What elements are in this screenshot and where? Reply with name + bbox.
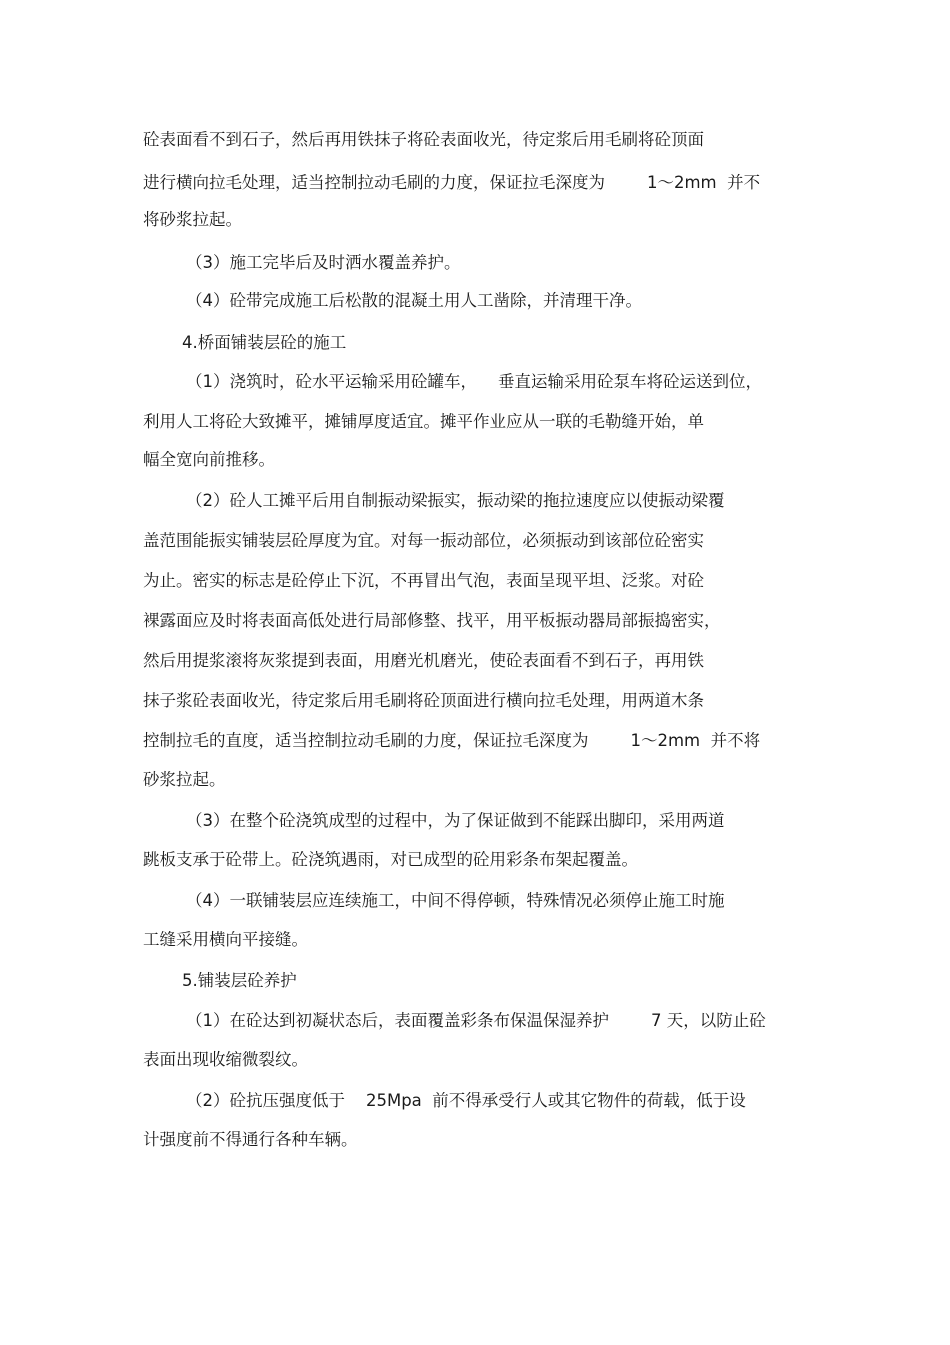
paragraph-line: 表面出现收缩微裂纹。 bbox=[143, 1050, 308, 1069]
paragraph-line: （4）砼带完成施工后松散的混凝土用人工凿除，并清理干净。 bbox=[186, 291, 642, 310]
paragraph-line: 裸露面应及时将表面高低处进行局部修整、找平，用平板振动器局部振捣密实， bbox=[143, 611, 721, 630]
paragraph-line: 计强度前不得通行各种车辆。 bbox=[143, 1130, 358, 1149]
paragraph-line: （3）在整个砼浇筑成型的过程中，为了保证做到不能踩出脚印，采用两道 bbox=[186, 811, 725, 830]
section-heading: 4.桥面铺装层砼的施工 bbox=[182, 333, 347, 352]
paragraph-line: 抹子浆砼表面收光，待定浆后用毛刷将砼顶面进行横向拉毛处理，用两道木条 bbox=[143, 691, 704, 710]
paragraph-line: 幅全宽向前推移。 bbox=[143, 450, 275, 469]
paragraph-line: （2）砼抗压强度低于 25Mpa 前不得承受行人或其它物件的荷载，低于设 bbox=[186, 1091, 746, 1110]
paragraph-line: （2）砼人工摊平后用自制振动梁振实，振动梁的拖拉速度应以使振动梁覆 bbox=[186, 491, 725, 510]
paragraph-line: 利用人工将砼大致摊平，摊铺厚度适宜。摊平作业应从一联的毛勒缝开始，单 bbox=[143, 412, 704, 431]
paragraph-line: 跳板支承于砼带上。砼浇筑遇雨，对已成型的砼用彩条布架起覆盖。 bbox=[143, 850, 638, 869]
paragraph-line: 为止。密实的标志是砼停止下沉，不再冒出气泡，表面呈现平坦、泛浆。对砼 bbox=[143, 571, 704, 590]
paragraph-line: 进行横向拉毛处理，适当控制拉动毛刷的力度，保证拉毛深度为 1～2mm 并不 bbox=[143, 173, 761, 192]
paragraph-line: 盖范围能振实铺装层砼厚度为宜。对每一振动部位，必须振动到该部位砼密实 bbox=[143, 531, 704, 550]
section-heading: 5.铺装层砼养护 bbox=[182, 971, 297, 990]
paragraph-line: （4）一联铺装层应连续施工，中间不得停顿，特殊情况必须停止施工时施 bbox=[186, 891, 725, 910]
paragraph-line: 然后用提浆滚将灰浆提到表面，用磨光机磨光，使砼表面看不到石子，再用铁 bbox=[143, 651, 704, 670]
paragraph-line: 砂浆拉起。 bbox=[143, 770, 226, 789]
paragraph-line: 控制拉毛的直度，适当控制拉动毛刷的力度，保证拉毛深度为 1～2mm 并不将 bbox=[143, 731, 761, 750]
paragraph-line: （3）施工完毕后及时洒水覆盖养护。 bbox=[186, 253, 461, 272]
paragraph-line: （1）在砼达到初凝状态后，表面覆盖彩条布保温保湿养护 7 天，以防止砼 bbox=[186, 1011, 766, 1030]
paragraph-line: 砼表面看不到石子，然后再用铁抹子将砼表面收光，待定浆后用毛刷将砼顶面 bbox=[143, 130, 704, 149]
paragraph-line: 将砂浆拉起。 bbox=[143, 210, 242, 229]
paragraph-line: （1）浇筑时，砼水平运输采用砼罐车， 垂直运输采用砼泵车将砼运送到位， bbox=[186, 372, 762, 391]
paragraph-line: 工缝采用横向平接缝。 bbox=[143, 930, 308, 949]
